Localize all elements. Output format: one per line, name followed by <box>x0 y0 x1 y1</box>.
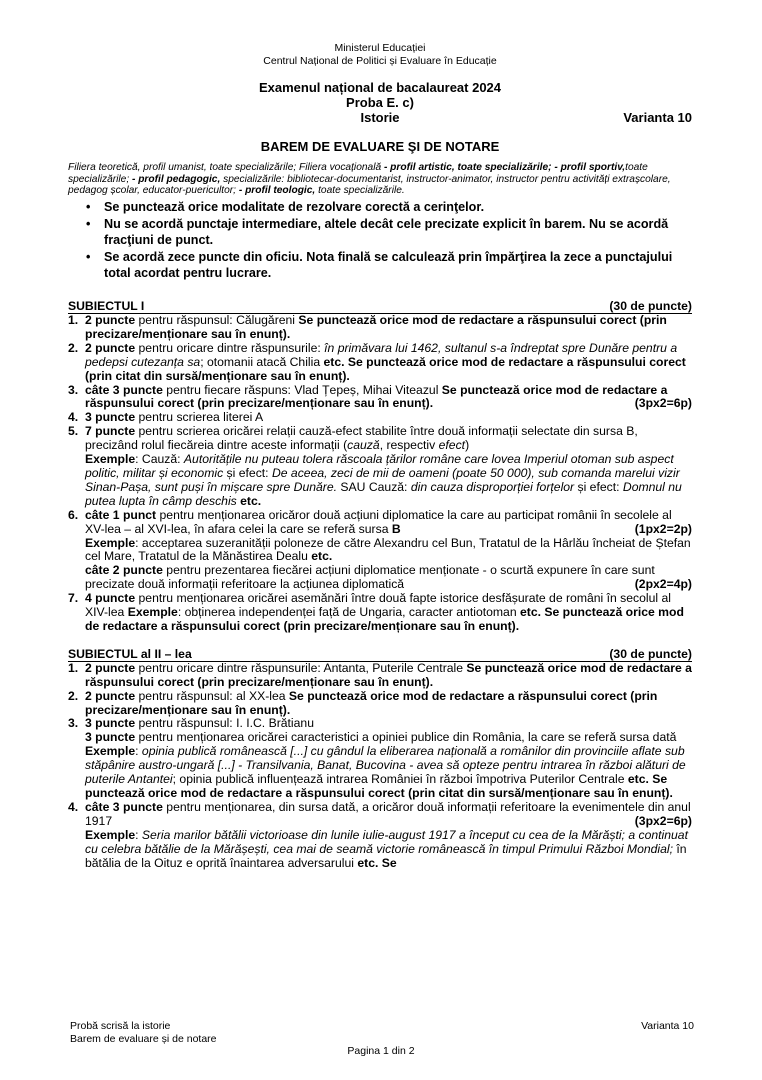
list-item: 3. câte 3 puncte pentru fiecare răspuns: Vlad Țepeș, Mihai Viteazul Se punctează orice mod de redactare a răspunsului corect (prin precizare/menționare sau în enunț). (3px2=6p) <box>68 382 692 411</box>
exam-title: Examenul național de bacalaureat 2024 <box>258 80 502 95</box>
list-item: 4. câte 3 puncte pentru menționarea, din sursa dată, a oricăror două informații referitoare la evenimentele din anul 1917 (3px2=6p) Exemple: Seria marilor bătălii victorioase din lunile iulie-august 1917 a început cu cea de la Mărăști; a continuat cu celebra bătălie de la Mărășești, cea mai de seamă victorie românească în timpul Primului Război Mondial; în bătălia de la Oituz e oprită înaintarea adversarului etc. Se <box>68 799 692 870</box>
list-item: 2. 2 puncte pentru oricare dintre răspunsurile: în primăvara lui 1462, sultanul s-a îndreptat spre Dunăre pentru a pedepsi cutezanța sa; otomanii atacă Chilia etc. Se punctează orice mod de redactare a răspunsului corect (prin citat din sursă/menționare sau în enunț). <box>68 340 686 383</box>
rule-item: • Se acordă zece puncte din oficiu. Nota finală se calculează prin împărţirea la zece a punctajului total acordat pentru lucrare. <box>68 250 692 281</box>
list-item: 6. câte 1 punct pentru menționarea oricăror două acțiuni diplomatice la care au participat românii în secolele al XV-lea – al XVI-lea, în afara celei la care se referă sursa B (1px2=2p) Exemple: acceptarea suzeranității poloneze de către Alexandru cel Bun, Tratatul de la Hârlău încheiat de Ștefan cel Mare, Tratatul de la Mănăstirea Dealu etc. câte 2 puncte pentru prezentarea fiecărei acțiuni diplomatice menționate - o scurtă expunere în care sunt precizate două informații referitoare la acțiunea diplomatică (2px2=4p) <box>68 507 692 592</box>
section-points: (30 de puncte) <box>609 646 692 661</box>
proba-label: Proba E. c) <box>346 95 414 110</box>
list-item: 1. 2 puncte pentru oricare dintre răspunsurile: Antanta, Puterile Centrale Se punctează orice mod de redactare a răspunsului corect (prin precizare/menționare sau în enunț). <box>68 660 692 689</box>
list-item: 2. 2 puncte pentru răspunsul: al XX-lea Se punctează orice mod de redactare a răspunsului corect (prin precizare/menționare sau în enunț). <box>68 688 658 717</box>
page-footer <box>70 1020 694 1046</box>
score-calc: (2px2=4p) <box>634 577 692 592</box>
score-calc: (1px2=2p) <box>634 521 692 536</box>
section-title: SUBIECTUL al II – lea <box>68 646 192 661</box>
list-item: 1. 2 puncte pentru răspunsul: Călugăreni Se punctează orice mod de redactare a răspunsului corect (prin precizare/menționare sau în enunț). <box>68 313 667 341</box>
page-number: Pagina 1 din 2 <box>347 1045 415 1057</box>
section-header-1 <box>68 300 692 314</box>
section-2-items <box>68 662 692 871</box>
subject-name: Istorie <box>360 110 400 125</box>
list-item: 3. 3 puncte pentru răspunsul: I. I.C. Brătianu 3 puncte pentru menționarea oricărei caracteristici a opiniei publice din România, la care se referă sursa dată Exemple: opinia publică românească [...] cu gândul la eliberarea națională a românilor din provinciile aflate sub stăpânire austro-ungară [...] - Transilvania, Banat, Bucovina - avea să opteze pentru intrarea în război alături de puterile Antantei; opinia publică influențează intrarea României în război împotriva Puterilor Centrale etc. Se punctează orice mod de redactare a răspunsului corect (prin citat din sursă/menționare sau în enunț). <box>68 716 686 800</box>
center-name: Centrul Național de Politici și Evaluare în Educație <box>263 55 497 67</box>
varianta-label: Varianta 10 <box>623 110 692 125</box>
grading-rules <box>68 200 692 282</box>
section-1-items <box>68 314 692 634</box>
ministry-name: Ministerul Educației <box>334 42 426 54</box>
section-points: (30 de puncte) <box>609 299 692 313</box>
footer-left-1: Probă scrisă la istorie <box>70 1020 171 1032</box>
score-calc: (3px2=6p) <box>634 396 692 411</box>
rule-item: • Nu se acordă punctaje intermediare, altele decât cele precizate explicit în barem. Nu se acordă fracţiuni de punct. <box>68 217 692 248</box>
section-header-2 <box>68 648 692 662</box>
rule-item: • Se punctează orice modalitate de rezolvare corectă a cerinţelor. <box>68 200 692 216</box>
list-item: 7. 4 puncte pentru menționarea oricărei asemănări între două fapte istorice desfășurate de români în secolul al XIV-lea Exemple: obținerea independenței față de Ungaria, caracter antiotoman etc. Se punctează orice mod de redactare a răspunsului corect (prin precizare/menționare sau în enunț). <box>68 591 684 633</box>
list-item: 5. 7 puncte pentru scrierea oricărei relații cauză-efect stabilite între două informații selectate din sursa B, precizând rolul fiecăreia dintre aceste informații (cauză, respectiv efect) Exemple: Cauză: Autoritățile nu puteau tolera răscoala țărilor române care lovea Imperiul otoman sub aspect politic, militar și economic și efect: De aceea, zeci de mii de oameni (poate 50 000), sub comanda marelui vizir Sinan-Pașa, sunt puși în mișcare spre Dunăre. SAU Cauză: din cauza disproporției forțelor și efect: Domnul nu putea lupta în câmp deschis etc. <box>68 424 682 508</box>
filiera-text: Filiera teoretică, profil umanist, toate specializările; Filiera vocațională - profil artistic, toate specializările; - profil sportiv,toate specializările; - profil pedagogic, specializările: bibliotecar-documentarist, instructor-animator, instructor pentru activități extrașcolare, pedagog școlar, educator-puericultor; - profil teologic, toate specializările. <box>68 162 671 196</box>
barem-title: BAREM DE EVALUARE ŞI DE NOTARE <box>260 139 500 154</box>
section-title: SUBIECTUL I <box>68 299 145 313</box>
list-item: 4. 3 puncte pentru scrierea literei A <box>68 410 264 425</box>
footer-left-2: Barem de evaluare și de notare <box>70 1033 217 1045</box>
ministry-header <box>68 42 692 68</box>
document-page <box>68 42 692 870</box>
score-calc: (3px2=6p) <box>634 813 692 828</box>
subject-row <box>68 110 692 125</box>
footer-varianta: Varianta 10 <box>641 1020 694 1032</box>
